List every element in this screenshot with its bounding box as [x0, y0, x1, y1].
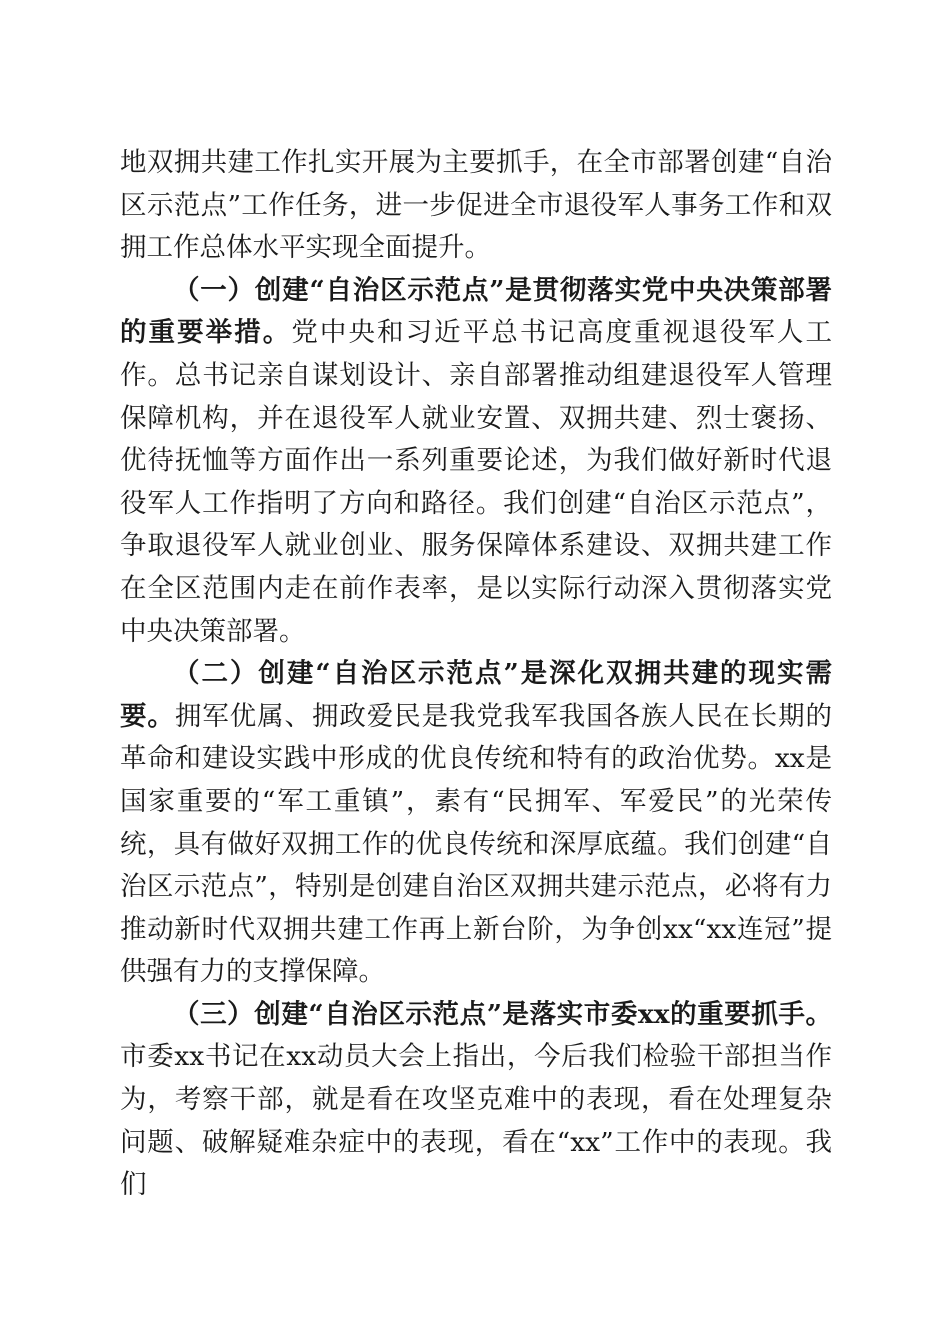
paragraph-section-2	[120, 653, 832, 994]
paragraph-text: 拥军优属、拥政爱民是我党我军我国各族人民在长期的革命和建设实践中形成的优良传统和特有的政治优势。xx是国家重要的“军工重镇”，素有“民拥军、军爱民”的光荣传统，具有做好双拥工作的优良传统和深厚底蕴。我们创建“自治区示范点”，特别是创建自治区双拥共建示范点，必将有力推动新时代双拥共建工作再上新台阶，为争创xx“xx连冠”提供强有力的支撑保障。	[120, 700, 833, 988]
paragraph-section-3	[120, 994, 832, 1207]
document-page	[120, 142, 832, 1207]
paragraph-section-1	[120, 270, 832, 653]
section-heading: （三）创建“自治区示范点”是落实市委xx的重要抓手。	[173, 998, 832, 1030]
paragraph-text: 党中央和习近平总书记高度重视退役军人工作。总书记亲自谋划设计、亲自部署推动组建退役军人管理保障机构，并在退役军人就业安置、双拥共建、烈士褒扬、优待抚恤等方面作出一系列重要论述，为我们做好新时代退役军人工作指明了方向和路径。我们创建“自治区示范点”，争取退役军人就业创业、服务保障体系建设、双拥共建工作在全区范围内走在前作表率，是以实际行动深入贯彻落实党中央决策部署。	[120, 317, 832, 647]
paragraph-text: 市委xx书记在xx动员大会上指出，今后我们检验干部担当作为，考察干部，就是看在攻坚克难中的表现，看在处理复杂问题、破解疑难杂症中的表现，看在“xx”工作中的表现。我们	[120, 1041, 832, 1201]
section-heading: （二）创建“自治区示范点”是深化双拥共建的现实需要。	[120, 658, 832, 732]
section-heading: （一）创建“自治区示范点”是贯彻落实党中央决策部署的重要举措。	[120, 274, 832, 349]
paragraph-continuation	[120, 142, 832, 270]
paragraph-text: 地双拥共建工作扎实开展为主要抓手，在全市部署创建“自治区示范点”工作任务，进一步促进全市退役军人事务工作和双拥工作总体水平实现全面提升。	[120, 147, 832, 264]
